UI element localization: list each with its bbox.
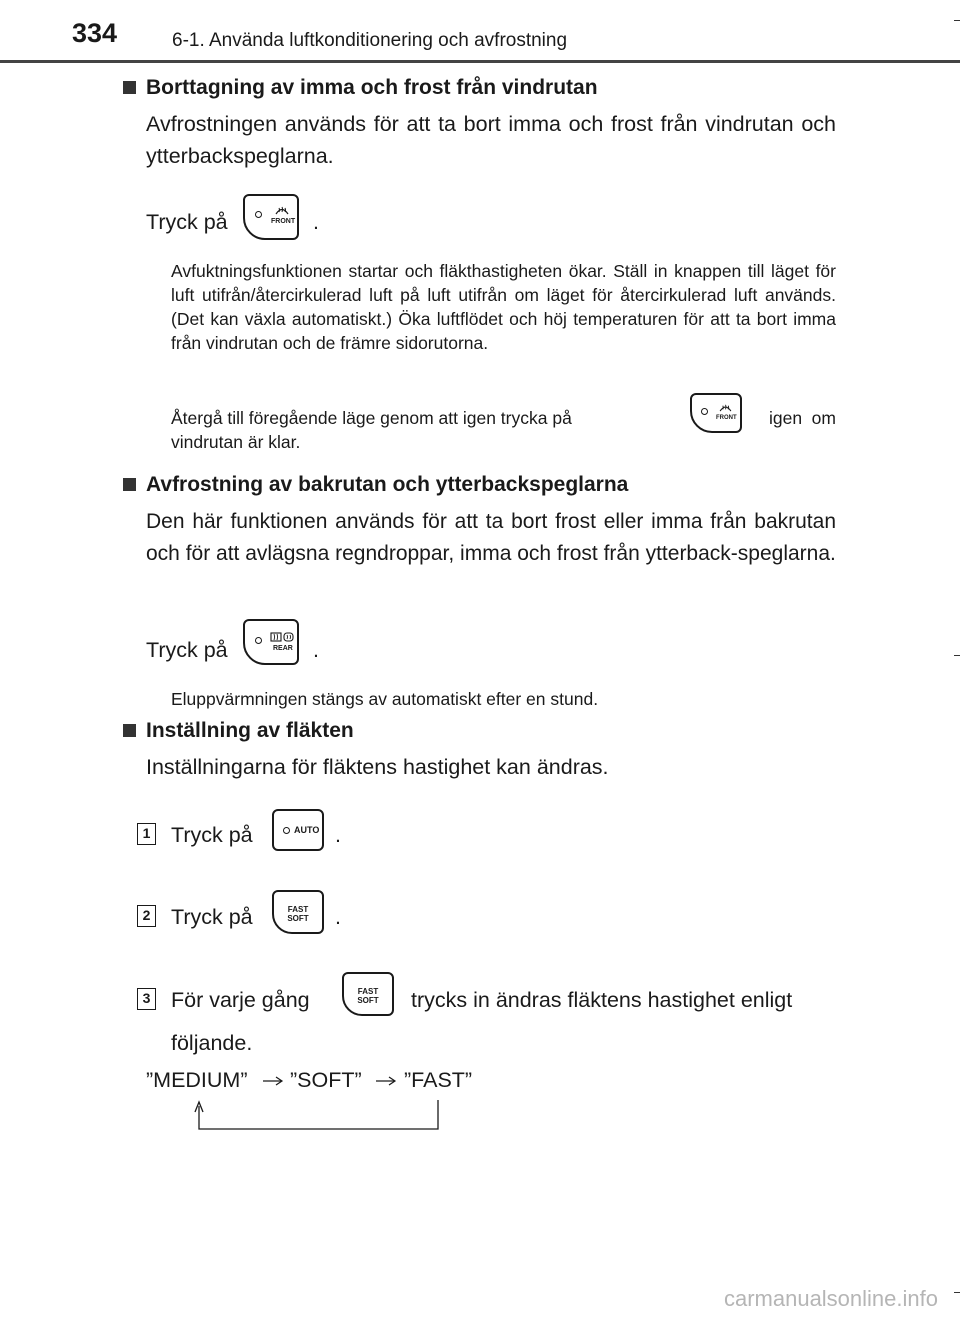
step-number: 2 [137,905,156,927]
page-number: 334 [72,18,118,48]
square-bullet-icon [123,478,136,491]
indicator-led-icon [255,637,262,644]
return-suffix: igen om vindrutan är klar. [171,408,836,452]
header-rule [0,60,960,63]
square-bullet-icon [123,81,136,94]
sequence-soft: ”SOFT” [290,1068,362,1092]
crop-mark [954,20,960,21]
fast-label: FAST [287,905,309,914]
crop-mark [954,1292,960,1293]
section-intro: Den här funktionen används för att ta bort frost eller imma från bakrutan och för att avlägsna regndroppar, imma och frost från ytterback-speglarna. [146,510,836,565]
right-arrow-icon [375,1076,397,1086]
rear-defroster-button[interactable] [243,619,299,665]
press-prefix: Tryck på [146,638,228,662]
step-suffix: . [335,823,341,847]
step-prefix: Tryck på [171,823,253,847]
indicator-led-icon [283,827,290,834]
section-intro: Avfrostningen används för att ta bort imma och frost från vindrutan och ytterbackspeglarna. [146,112,836,168]
step-number: 3 [137,988,156,1010]
sequence-fast: ”FAST” [404,1068,473,1092]
sequence-medium: ”MEDIUM” [146,1068,248,1092]
section-note: Eluppvärmningen stängs av automatiskt efter en stund. [171,689,599,709]
rear-defroster-icon [270,632,294,642]
fast-label: FAST [357,987,379,996]
return-prefix: Återgå till föregående läge genom att igen trycka på [171,408,572,428]
front-label: FRONT [271,218,296,225]
auto-label: AUTO [294,825,320,835]
press-suffix: . [313,638,319,662]
press-prefix: Tryck på [146,210,228,234]
right-arrow-icon [262,1076,284,1086]
section-heading: Inställning av fläkten [146,719,354,742]
soft-label: SOFT [357,996,379,1005]
step-prefix: För varje gång [171,988,310,1012]
section-intro: Inställningarna för fläktens hastighet kan ändras. [146,755,609,779]
fan-speed-button[interactable] [342,972,394,1016]
defrost-notes: Avfuktningsfunktionen startar och fläkthastigheten ökar. Ställ in knappen till läget för luft utifrån/återcirkulerad luft på luft utifrån om läget för återcirkulerad luft används. (Det kan växla automatiskt.) Öka luftflödet och höj temperaturen för att ta bort imma från vindrutan och de främre sidorutorna. [171,261,836,353]
front-defroster-icon [275,205,289,215]
square-bullet-icon [123,724,136,737]
front-label: FRONT [716,415,737,421]
section-heading: Avfrostning av bakrutan och ytterbackspeglarna [146,473,629,496]
indicator-led-icon [255,211,262,218]
step-continuation: följande. [171,1031,253,1055]
watermark: carmanualsonline.info [723,1286,938,1311]
step-suffix: . [335,905,341,929]
crop-mark [954,655,960,656]
step-prefix: Tryck på [171,905,253,929]
step-number: 1 [137,823,156,845]
fan-speed-button[interactable] [272,890,324,934]
auto-button[interactable] [272,809,324,851]
section-heading: Borttagning av imma och frost från vindrutan [146,76,598,99]
running-header: 6-1. Använda luftkonditionering och avfrostning [172,30,568,51]
press-suffix: . [313,210,319,234]
front-defroster-button[interactable] [243,194,299,240]
step-suffix: trycks in ändras fläktens hastighet enligt [411,988,793,1012]
press-instruction [146,206,228,238]
rear-label: REAR [273,645,293,652]
loop-back-arrow-icon [190,1098,442,1134]
soft-label: SOFT [287,914,309,923]
